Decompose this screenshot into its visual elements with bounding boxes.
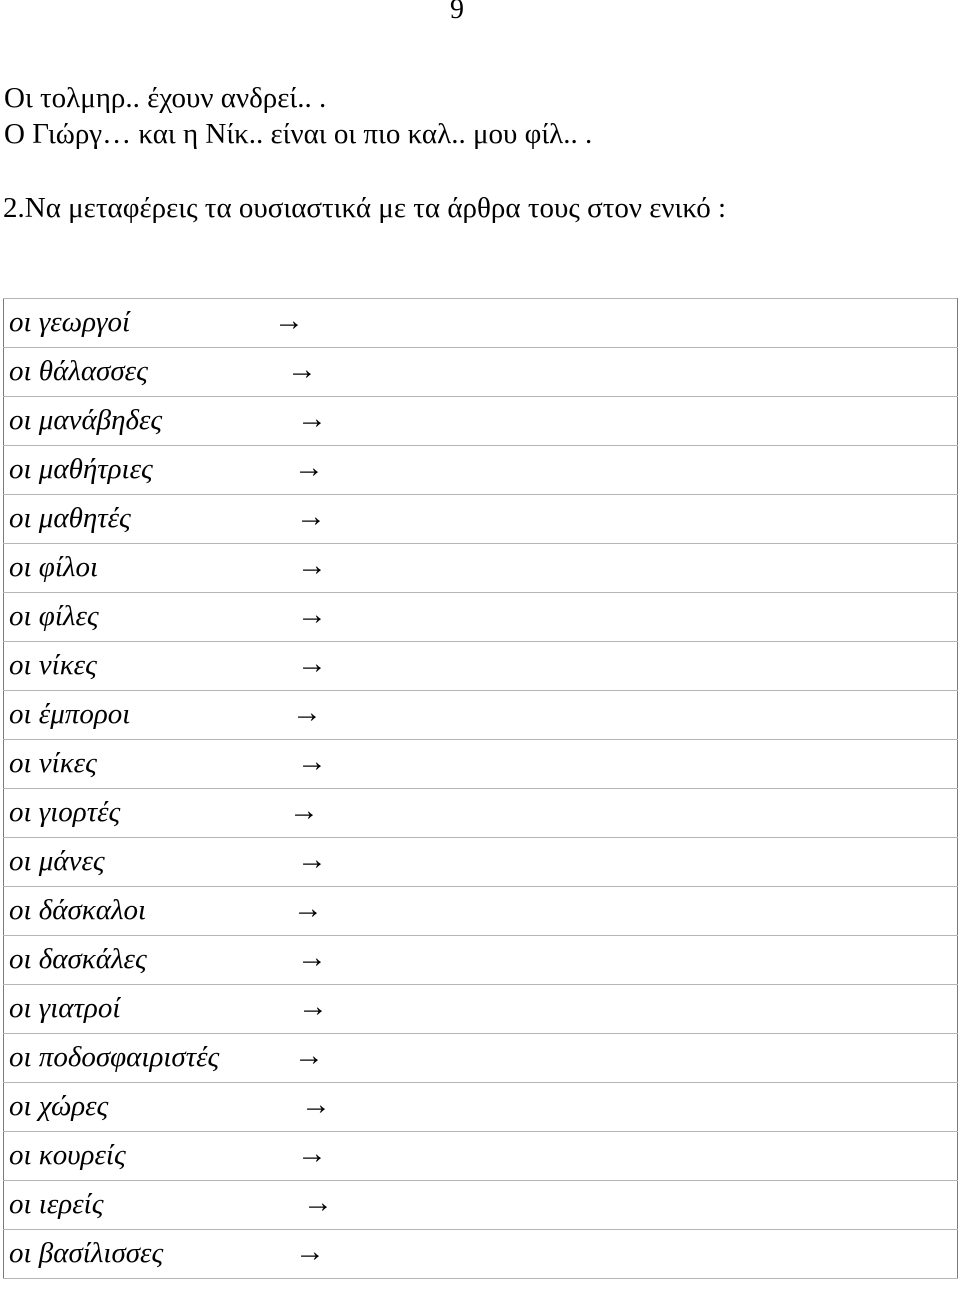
arrow-icon: → xyxy=(297,940,327,974)
arrow-icon: → xyxy=(297,1136,327,1170)
exercise-row xyxy=(4,1181,958,1230)
plural-noun: οι θάλασσες xyxy=(9,354,148,387)
exercise-row xyxy=(4,446,958,495)
plural-noun: οι μαθήτριες xyxy=(9,452,153,485)
arrow-icon: → xyxy=(287,352,317,386)
exercise-cell[interactable] xyxy=(4,299,958,348)
arrow-icon: → xyxy=(297,842,327,876)
exercise-row xyxy=(4,1083,958,1132)
plural-noun: οι βασίλισσες xyxy=(9,1236,164,1269)
plural-noun: οι γιατροί xyxy=(9,991,121,1024)
exercise-row xyxy=(4,691,958,740)
arrow-icon: → xyxy=(293,891,323,925)
exercise-cell[interactable] xyxy=(4,1034,958,1083)
intro-line-1: Οι τολμηρ.. έχουν ανδρεί.. . xyxy=(4,82,327,114)
exercise-row xyxy=(4,495,958,544)
arrow-icon: → xyxy=(292,695,322,729)
exercise-cell[interactable] xyxy=(4,691,958,740)
arrow-icon: → xyxy=(294,1038,324,1072)
arrow-icon: → xyxy=(301,1087,331,1121)
plural-noun: οι ποδοσφαιριστές xyxy=(9,1040,220,1073)
arrow-icon: → xyxy=(297,597,327,631)
plural-noun: οι φίλοι xyxy=(9,550,99,583)
exercise-instruction: 2.Να μεταφέρεις τα ουσιαστικά με τα άρθρα τους στον ενικό : xyxy=(3,192,727,224)
exercise-cell[interactable] xyxy=(4,348,958,397)
exercise-cell[interactable] xyxy=(4,838,958,887)
exercise-row xyxy=(4,789,958,838)
arrow-icon: → xyxy=(289,793,319,827)
arrow-icon: → xyxy=(297,744,327,778)
arrow-icon: → xyxy=(297,646,327,680)
plural-noun: οι νίκες xyxy=(9,746,97,779)
exercise-row xyxy=(4,593,958,642)
exercise-cell[interactable] xyxy=(4,1230,958,1279)
exercise-cell[interactable] xyxy=(4,1181,958,1230)
plural-noun: οι δασκάλες xyxy=(9,942,147,975)
exercise-cell[interactable] xyxy=(4,1132,958,1181)
plural-noun: οι μανάβηδες xyxy=(9,403,163,436)
plural-noun: οι νίκες xyxy=(9,648,97,681)
exercise-row xyxy=(4,887,958,936)
exercise-row xyxy=(4,936,958,985)
exercise-row xyxy=(4,348,958,397)
exercise-cell[interactable] xyxy=(4,985,958,1034)
exercise-row xyxy=(4,299,958,348)
exercise-row xyxy=(4,1132,958,1181)
plural-noun: οι έμποροι xyxy=(9,697,131,730)
exercise-cell[interactable] xyxy=(4,1083,958,1132)
exercise-row xyxy=(4,838,958,887)
exercise-table xyxy=(3,298,958,1279)
arrow-icon: → xyxy=(298,989,328,1023)
plural-noun: οι γιορτές xyxy=(9,795,121,828)
exercise-row xyxy=(4,397,958,446)
arrow-icon: → xyxy=(295,1234,325,1268)
exercise-row xyxy=(4,1034,958,1083)
plural-noun: οι ιερείς xyxy=(9,1187,104,1220)
exercise-cell[interactable] xyxy=(4,544,958,593)
plural-noun: οι φίλες xyxy=(9,599,99,632)
exercise-row xyxy=(4,740,958,789)
plural-noun: οι μαθητές xyxy=(9,501,131,534)
exercise-cell[interactable] xyxy=(4,887,958,936)
arrow-icon: → xyxy=(274,303,304,337)
exercise-cell[interactable] xyxy=(4,789,958,838)
exercise-row xyxy=(4,544,958,593)
arrow-icon: → xyxy=(297,401,327,435)
arrow-icon: → xyxy=(297,548,327,582)
exercise-row xyxy=(4,1230,958,1279)
plural-noun: οι γεωργοί xyxy=(9,305,131,338)
exercise-cell[interactable] xyxy=(4,446,958,495)
plural-noun: οι μάνες xyxy=(9,844,105,877)
plural-noun: οι χώρες xyxy=(9,1089,109,1122)
exercise-cell[interactable] xyxy=(4,936,958,985)
arrow-icon: → xyxy=(303,1185,333,1219)
plural-noun: οι δάσκαλοι xyxy=(9,893,147,926)
intro-line-2: Ο Γιώργ… και η Νίκ.. είναι οι πιο καλ.. μου φίλ.. . xyxy=(4,118,593,150)
exercise-cell[interactable] xyxy=(4,642,958,691)
exercise-cell[interactable] xyxy=(4,593,958,642)
arrow-icon: → xyxy=(296,499,326,533)
plural-noun: οι κουρείς xyxy=(9,1138,126,1171)
page-number: 9 xyxy=(450,0,464,25)
exercise-cell[interactable] xyxy=(4,397,958,446)
exercise-cell[interactable] xyxy=(4,495,958,544)
exercise-row xyxy=(4,985,958,1034)
arrow-icon: → xyxy=(294,450,324,484)
exercise-cell[interactable] xyxy=(4,740,958,789)
exercise-row xyxy=(4,642,958,691)
